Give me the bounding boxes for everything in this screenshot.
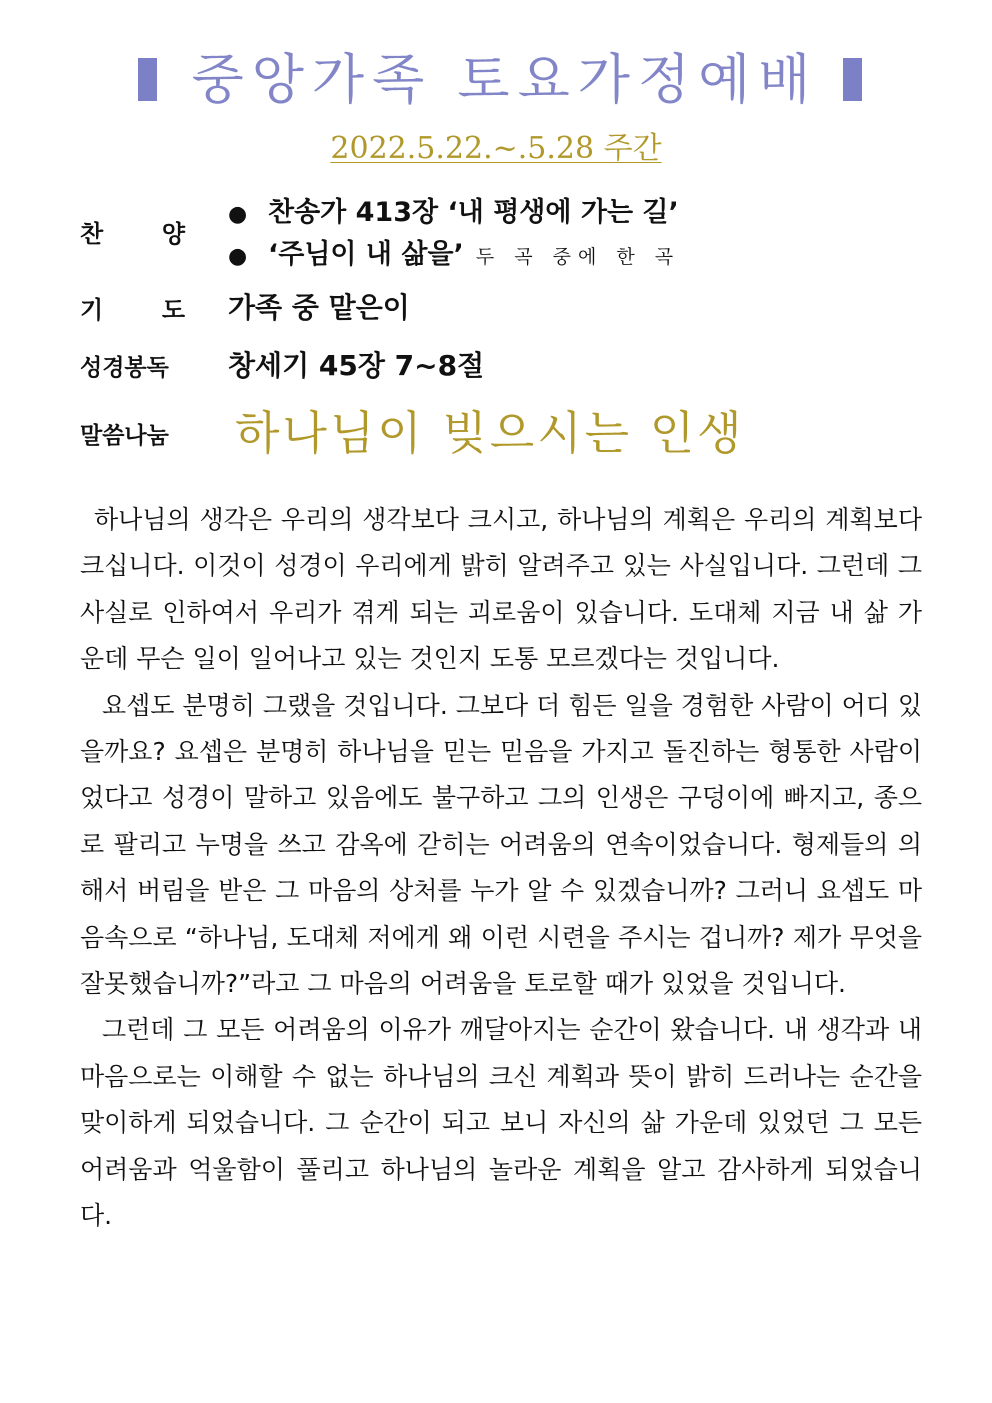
sermon-body [80,497,922,1240]
title-left-bar [138,58,157,101]
prayer-value: 가족 중 맡은이 [228,291,410,324]
prayer-label [80,290,185,330]
title-right-bar [843,58,862,101]
body-paragraph-3: 그런데 그 모든 어려움의 이유가 깨달아지는 순간이 왔습니다. 내 생각과 내 마음으로는 이해할 수 없는 하나님의 크신 계획과 뜻이 밝히 드러나는 순간을 맞이하게 되었습니다. 그 순간이 되고 보니 자신의 삶 가운데 있었던 그 모든 어려움과 억울함이 풀리고 하나님의 놀라운 계획을 알고 감사하게 되었습니다. [80,1015,922,1231]
body-paragraph-2: 요셉도 분명히 그랬을 것입니다. 그보다 더 힘든 일을 경험한 사람이 어디 있을까요? 요셉은 분명히 하나님을 믿는 믿음을 가지고 돌진하는 형통한 사람이었다고 성경이 말하고 있음에도 불구하고 그의 인생은 구덩이에 빠지고, 종으로 팔리고 누명을 쓰고 감옥에 갇히는 어려움의 연속이었습니다. 형제들의 의해서 버림을 받은 그 마음의 상처를 누가 알 수 있겠습니까? 그러니 요셉도 마음속으로 “하나님, 도대체 저에게 왜 이런 시련을 주시는 겁니까? 제가 무엇을 잘못했습니까?”라고 그 마음의 어려움을 토로할 때가 있었을 것입니다. [80,690,922,999]
reading-value: 창세기 45장 7~8절 [228,349,485,382]
hymn-option-2-text: ‘주님이 내 삶을’ [268,239,464,270]
hymn-note: 두 곡 중에 한 곡 [475,246,681,268]
sermon-title: 하나님이 빚으시는 인생 [235,406,745,460]
sermon-label: 말씀나눔 [80,423,169,449]
prayer-label-char-1: 기 [80,296,104,324]
hymn-option-2 [228,235,680,277]
hymn-label-char-2: 양 [161,220,185,248]
hymn-option-1 [228,193,679,235]
bullet-icon: ● [228,202,248,227]
date-range-text: 2022.5.22.~.5.28 주간 [330,131,662,166]
hymn-label [80,214,185,254]
body-paragraph-1: 하나님의 생각은 우리의 생각보다 크시고, 하나님의 계획은 우리의 계획보다 크십니다. 이것이 성경이 우리에게 밝히 알려주고 있는 사실입니다. 그런데 그 사실로 인하여서 우리가 겪게 되는 괴로움이 있습니다. 도대체 지금 내 삶 가운데 무슨 일이 일어나고 있는 것인지 도통 모르겠다는 것입니다. [80,505,922,674]
reading-label: 성경봉독 [80,355,169,381]
hymn-option-1-text: 찬송가 413장 ‘내 평생에 가는 길’ [268,197,679,228]
page-title: 중앙가족 토요가정예배 [191,48,819,111]
hymn-label-char-1: 찬 [80,220,104,248]
date-range [0,126,992,172]
bullet-icon: ● [228,244,248,269]
prayer-label-char-2: 도 [161,296,185,324]
title-row [0,42,992,118]
